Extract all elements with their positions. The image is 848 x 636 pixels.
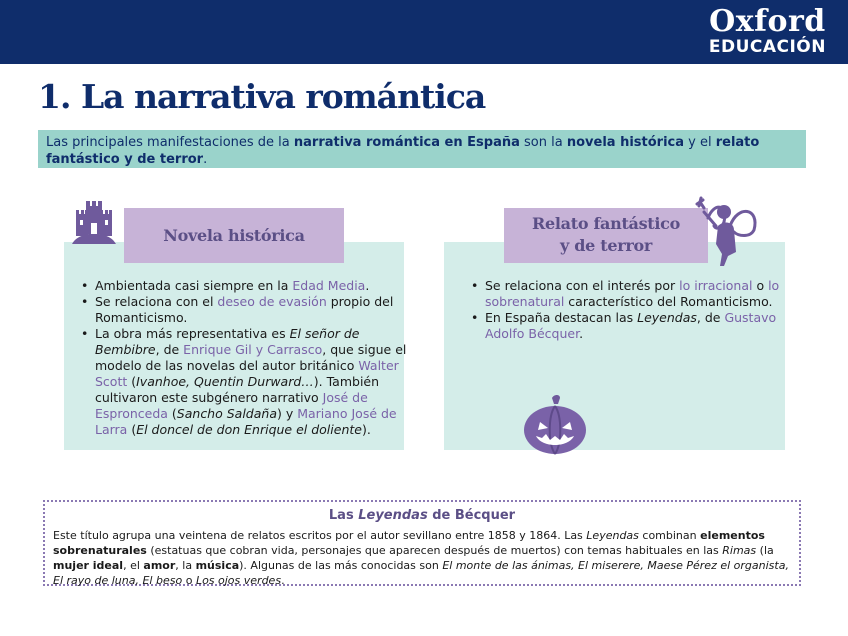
fantastic-tale-title [504, 208, 708, 263]
text: ). Algunas de las más conocidas son [239, 559, 443, 572]
list-item [485, 278, 785, 310]
text: . [365, 278, 370, 293]
intro-box [38, 130, 806, 168]
text: de Bécquer [427, 508, 516, 523]
text: ). [361, 422, 371, 437]
italic-title: Rimas [722, 544, 757, 557]
text: . [281, 574, 285, 587]
list-item [95, 326, 409, 438]
bold-text: amor [143, 559, 176, 572]
text: , de [696, 310, 725, 325]
text: La obra más representativa es [95, 326, 290, 341]
text: característico del Romanticismo. [564, 294, 773, 309]
title-line-2: y de terror [559, 236, 653, 255]
text: , el [123, 559, 144, 572]
highlight: Walter Scott [95, 358, 399, 389]
text: ). También cultivaron este subgénero narrativo [95, 374, 380, 405]
text: combinan [638, 529, 701, 542]
note-title [53, 506, 791, 526]
text: , de [155, 342, 184, 357]
text: ( [127, 422, 137, 437]
bold-text: mujer ideal [53, 559, 124, 572]
italic-title: Sancho Saldaña [176, 406, 277, 421]
text: , la [175, 559, 196, 572]
highlight: Enrique Gil y Carrasco [183, 342, 323, 357]
highlight: Gustavo Adolfo Bécquer [485, 310, 777, 341]
text: Se relaciona con el [95, 294, 218, 309]
text: ( [127, 374, 137, 389]
pumpkin-icon [522, 394, 588, 456]
highlight: lo irracional [679, 278, 753, 293]
text: o [182, 574, 196, 587]
text: Ambientada casi siempre en la [95, 278, 293, 293]
text: ( [167, 406, 177, 421]
text: o [752, 278, 769, 293]
text: ) y [276, 406, 298, 421]
text: . [579, 326, 584, 341]
highlight: lo sobrenatural [485, 278, 780, 309]
list-item [95, 294, 409, 326]
bold-text: elementos sobrenaturales [53, 529, 765, 557]
text: propio del Romanticismo. [95, 294, 394, 325]
intro-bold: relato fantástico y de terror [46, 135, 760, 167]
text: En España destacan las [485, 310, 638, 325]
historical-novel-panel [64, 242, 407, 450]
text: , que sigue el modelo de las novelas del autor británico [95, 342, 407, 373]
page-title: 1. La narrativa romántica [38, 77, 486, 116]
italic-title: Leyendas [358, 508, 428, 523]
text: Las [328, 508, 359, 523]
castle-icon [70, 196, 118, 244]
italic-title: Leyendas [637, 310, 697, 325]
italic-title: Ivanhoe, Quentin Durward… [136, 374, 314, 389]
highlight: José de Espronceda [95, 390, 368, 421]
fantastic-tale-panel [444, 242, 785, 450]
text: Este título agrupa una veintena de relatos escritos por el autor sevillano entre 1858 y 1864. Las [53, 529, 587, 542]
logo-line-2: EDUCACIÓN [708, 37, 826, 57]
note-paragraph [53, 528, 791, 588]
list-item [95, 278, 409, 294]
header-bar [0, 0, 848, 64]
intro-text: . [203, 152, 208, 167]
list-item [485, 310, 785, 342]
highlight: Edad Media [292, 278, 366, 293]
bold-text: música [195, 559, 240, 572]
italic-title: El señor de Bembibre [95, 326, 360, 357]
intro-bold: narrativa romántica en España [293, 135, 520, 150]
italic-title: El doncel de don Enrique el doliente [136, 422, 362, 437]
oxford-logo [709, 6, 826, 56]
becquer-note-box [43, 500, 801, 586]
intro-bold: novela histórica [566, 135, 685, 150]
fairy-icon [694, 196, 762, 268]
italic-title: Los ojos verdes [195, 574, 282, 587]
logo-line-1: Oxford [709, 4, 826, 39]
fantastic-tale-list [468, 278, 785, 342]
intro-text: Las principales manifestaciones de la [46, 135, 294, 150]
historical-novel-list [78, 278, 409, 438]
italic-title: El monte de las ánimas, El miserere, Maese Pérez el organista, El rayo de luna, El beso [53, 559, 789, 587]
highlight: Mariano José de Larra [95, 406, 397, 437]
historical-novel-title: Novela histórica [124, 208, 344, 263]
title-line-1: Relato fantástico [532, 214, 680, 233]
text: Se relaciona con el interés por [485, 278, 680, 293]
intro-text: y el [684, 135, 716, 150]
italic-title: Leyendas [586, 529, 639, 542]
highlight: deseo de evasión [217, 294, 327, 309]
intro-text: son la [519, 135, 567, 150]
text: (la [756, 544, 774, 557]
text: (estatuas que cobran vida, personajes que aparecen después de muertos) con temas habituales en las [146, 544, 723, 557]
